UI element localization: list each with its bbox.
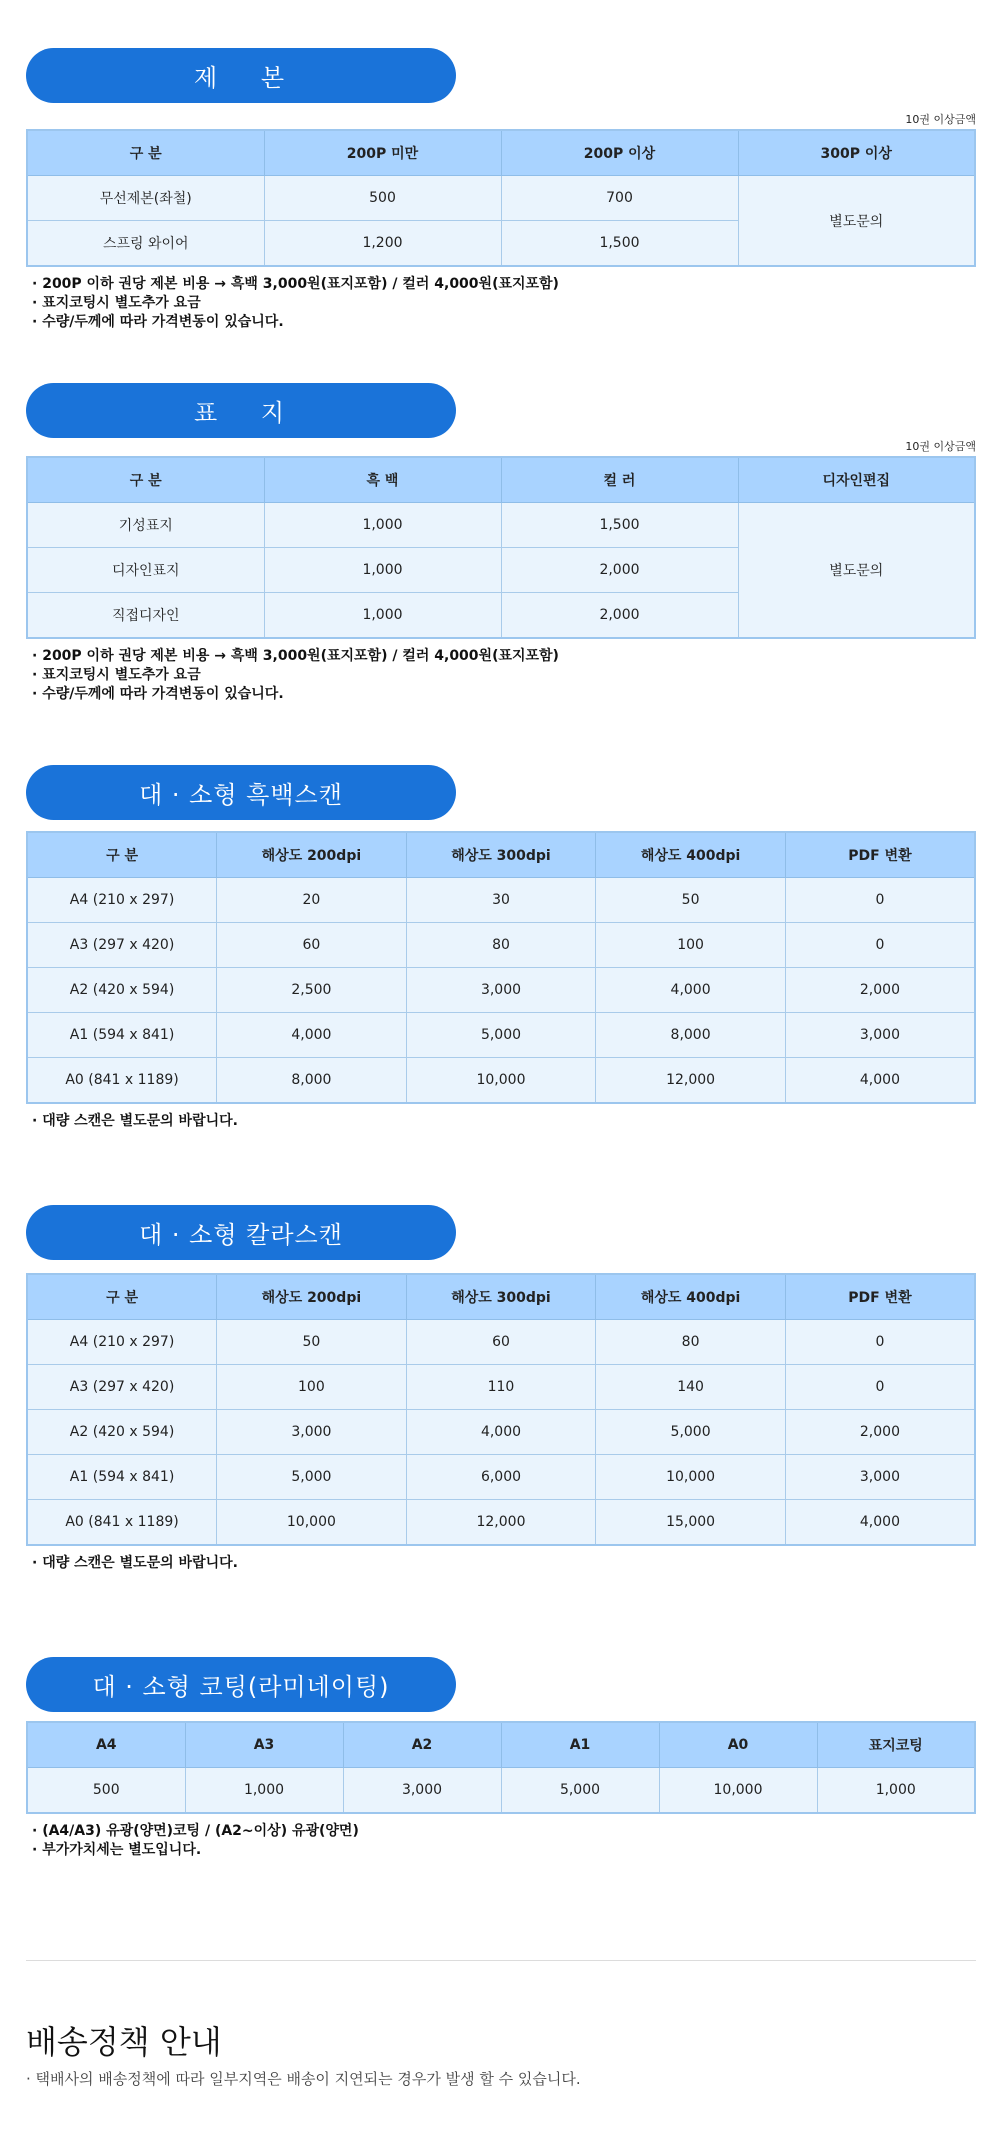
row-label: 스프링 와이어 — [27, 221, 264, 267]
table-row — [27, 1500, 975, 1546]
price-cell: 60 — [217, 923, 407, 968]
coating-price-table — [26, 1721, 976, 1814]
price-cell: 500 — [264, 176, 501, 221]
table-row — [27, 1768, 975, 1814]
coating-notes — [32, 1822, 976, 1860]
header-cell: 해상도 200dpi — [217, 832, 407, 878]
price-cell: 5,000 — [217, 1455, 407, 1500]
price-cell: 1,000 — [264, 503, 501, 548]
price-cell: 50 — [596, 878, 786, 923]
price-cell: 4,000 — [785, 1500, 975, 1546]
price-cell: 6,000 — [406, 1455, 596, 1500]
table-header-row — [27, 1722, 975, 1768]
bw-scan-section — [26, 765, 976, 1131]
table-row — [27, 878, 975, 923]
table-header-row — [27, 457, 975, 503]
note-item: · 부가가치세는 별도입니다. — [32, 1841, 976, 1860]
row-label: A0 (841 x 1189) — [27, 1058, 217, 1104]
header-cell: PDF 변환 — [785, 832, 975, 878]
price-cell: 3,000 — [785, 1455, 975, 1500]
price-cell: 4,000 — [785, 1058, 975, 1104]
row-label: 디자인표지 — [27, 548, 264, 593]
section-divider — [26, 1960, 976, 1961]
note-item: · 수량/두께에 따라 가격변동이 있습니다. — [32, 313, 976, 332]
row-label: A1 (594 x 841) — [27, 1013, 217, 1058]
note-item: · 표지코팅시 별도추가 요금 — [32, 294, 976, 313]
price-cell: 50 — [217, 1320, 407, 1365]
binding-quantity-note: 10권 이상금액 — [905, 113, 976, 126]
inquiry-cell: 별도문의 — [738, 176, 975, 267]
cover-notes — [32, 647, 976, 704]
price-cell: 2,000 — [501, 548, 738, 593]
table-row — [27, 1058, 975, 1104]
header-cell: 구 분 — [27, 130, 264, 176]
header-cell: 해상도 200dpi — [217, 1274, 407, 1320]
color-scan-price-table — [26, 1273, 976, 1546]
note-item: · 대량 스캔은 별도문의 바랍니다. — [32, 1112, 976, 1131]
cover-title: 표 지 — [26, 383, 456, 438]
binding-section — [26, 48, 976, 332]
price-cell: 12,000 — [596, 1058, 786, 1104]
cover-section — [26, 383, 976, 704]
color-scan-notes — [32, 1554, 976, 1573]
header-cell: 해상도 400dpi — [596, 832, 786, 878]
header-cell: 디자인편집 — [738, 457, 975, 503]
table-header-row — [27, 130, 975, 176]
price-cell: 2,000 — [785, 968, 975, 1013]
price-cell: 8,000 — [217, 1058, 407, 1104]
price-cell: 100 — [217, 1365, 407, 1410]
price-cell: 3,000 — [785, 1013, 975, 1058]
price-cell: 1,000 — [264, 548, 501, 593]
cover-quantity-note: 10권 이상금액 — [905, 440, 976, 453]
table-row — [27, 1365, 975, 1410]
note-item: · 수량/두께에 따라 가격변동이 있습니다. — [32, 685, 976, 704]
price-cell: 2,000 — [501, 593, 738, 639]
header-cell: 해상도 400dpi — [596, 1274, 786, 1320]
header-cell: A4 — [27, 1722, 185, 1768]
price-cell: 0 — [785, 1320, 975, 1365]
header-cell: 구 분 — [27, 457, 264, 503]
row-label: A2 (420 x 594) — [27, 1410, 217, 1455]
price-cell: 700 — [501, 176, 738, 221]
price-cell: 10,000 — [406, 1058, 596, 1104]
price-cell: 3,000 — [217, 1410, 407, 1455]
header-cell: A0 — [659, 1722, 817, 1768]
header-cell: 해상도 300dpi — [406, 832, 596, 878]
header-cell: 해상도 300dpi — [406, 1274, 596, 1320]
price-cell: 5,000 — [596, 1410, 786, 1455]
header-cell: 200P 이상 — [501, 130, 738, 176]
row-label: A1 (594 x 841) — [27, 1455, 217, 1500]
header-cell: 200P 미만 — [264, 130, 501, 176]
header-cell: 구 분 — [27, 1274, 217, 1320]
header-cell: 구 분 — [27, 832, 217, 878]
table-row — [27, 176, 975, 221]
price-cell: 10,000 — [596, 1455, 786, 1500]
header-cell: 300P 이상 — [738, 130, 975, 176]
shipping-policy-title: 배송정책 안내 — [26, 2022, 222, 2061]
price-cell: 1,500 — [501, 503, 738, 548]
price-cell: 8,000 — [596, 1013, 786, 1058]
price-cell: 1,200 — [264, 221, 501, 267]
price-cell: 80 — [596, 1320, 786, 1365]
price-cell: 4,000 — [217, 1013, 407, 1058]
table-row — [27, 923, 975, 968]
row-label: 직접디자인 — [27, 593, 264, 639]
price-cell: 5,000 — [406, 1013, 596, 1058]
bw-scan-notes — [32, 1112, 976, 1131]
price-cell: 2,500 — [217, 968, 407, 1013]
price-cell: 1,500 — [501, 221, 738, 267]
binding-title: 제 본 — [26, 48, 456, 103]
price-cell: 2,000 — [785, 1410, 975, 1455]
price-cell: 4,000 — [596, 968, 786, 1013]
coating-title: 대 · 소형 코팅(라미네이팅) — [26, 1657, 456, 1712]
row-label: A3 (297 x 420) — [27, 1365, 217, 1410]
color-scan-title: 대 · 소형 칼라스캔 — [26, 1205, 456, 1260]
row-label: 기성표지 — [27, 503, 264, 548]
price-cell: 80 — [406, 923, 596, 968]
price-cell: 4,000 — [406, 1410, 596, 1455]
price-cell: 1,000 — [264, 593, 501, 639]
row-label: A0 (841 x 1189) — [27, 1500, 217, 1546]
binding-notes — [32, 275, 976, 332]
note-item: · 대량 스캔은 별도문의 바랍니다. — [32, 1554, 976, 1573]
price-cell: 12,000 — [406, 1500, 596, 1546]
bw-scan-title: 대 · 소형 흑백스캔 — [26, 765, 456, 820]
header-cell: A2 — [343, 1722, 501, 1768]
table-row — [27, 1455, 975, 1500]
price-cell: 1,000 — [817, 1768, 975, 1814]
color-scan-section — [26, 1205, 976, 1573]
price-cell: 20 — [217, 878, 407, 923]
coating-section — [26, 1657, 976, 1860]
header-cell: A3 — [185, 1722, 343, 1768]
price-cell: 3,000 — [343, 1768, 501, 1814]
price-cell: 10,000 — [659, 1768, 817, 1814]
table-row — [27, 968, 975, 1013]
price-cell: 60 — [406, 1320, 596, 1365]
header-cell: 컬 러 — [501, 457, 738, 503]
price-cell: 10,000 — [217, 1500, 407, 1546]
header-cell: 표지코팅 — [817, 1722, 975, 1768]
price-cell: 0 — [785, 923, 975, 968]
price-cell: 500 — [27, 1768, 185, 1814]
price-cell: 3,000 — [406, 968, 596, 1013]
table-row — [27, 1320, 975, 1365]
price-cell: 15,000 — [596, 1500, 786, 1546]
price-cell: 110 — [406, 1365, 596, 1410]
row-label: A4 (210 x 297) — [27, 1320, 217, 1365]
price-cell: 1,000 — [185, 1768, 343, 1814]
table-row — [27, 1410, 975, 1455]
cover-price-table — [26, 456, 976, 639]
table-header-row — [27, 1274, 975, 1320]
price-cell: 0 — [785, 1365, 975, 1410]
inquiry-cell: 별도문의 — [738, 503, 975, 639]
price-cell: 5,000 — [501, 1768, 659, 1814]
header-cell: 흑 백 — [264, 457, 501, 503]
shipping-policy-text: · 택배사의 배송정책에 따라 일부지역은 배송이 지연되는 경우가 발생 할 수 있습니다. — [26, 2070, 581, 2088]
bw-scan-price-table — [26, 831, 976, 1104]
row-label: 무선제본(좌철) — [27, 176, 264, 221]
header-cell: PDF 변환 — [785, 1274, 975, 1320]
price-cell: 140 — [596, 1365, 786, 1410]
note-item: · (A4/A3) 유광(양면)코팅 / (A2~이상) 유광(양면) — [32, 1822, 976, 1841]
table-row — [27, 503, 975, 548]
note-item: · 200P 이하 권당 제본 비용 → 흑백 3,000원(표지포함) / 컬러 4,000원(표지포함) — [32, 647, 976, 666]
note-item: · 표지코팅시 별도추가 요금 — [32, 666, 976, 685]
row-label: A2 (420 x 594) — [27, 968, 217, 1013]
row-label: A3 (297 x 420) — [27, 923, 217, 968]
table-header-row — [27, 832, 975, 878]
note-item: · 200P 이하 권당 제본 비용 → 흑백 3,000원(표지포함) / 컬러 4,000원(표지포함) — [32, 275, 976, 294]
price-cell: 100 — [596, 923, 786, 968]
price-cell: 0 — [785, 878, 975, 923]
row-label: A4 (210 x 297) — [27, 878, 217, 923]
binding-price-table — [26, 129, 976, 267]
price-cell: 30 — [406, 878, 596, 923]
header-cell: A1 — [501, 1722, 659, 1768]
table-row — [27, 1013, 975, 1058]
